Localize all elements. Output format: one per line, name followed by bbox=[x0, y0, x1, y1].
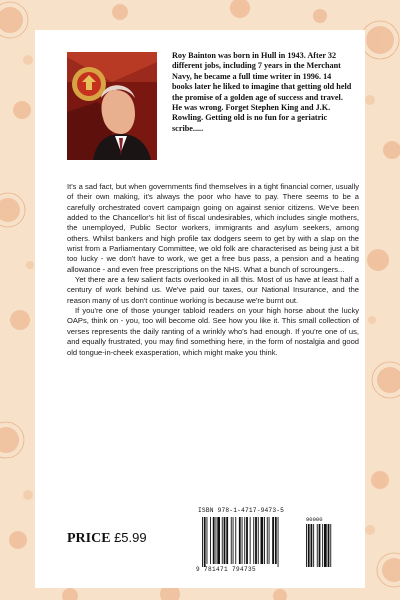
barcode-bar bbox=[246, 517, 248, 564]
addon-bar bbox=[328, 524, 330, 567]
isbn-number: ISBN 978-1-4717-9473-5 bbox=[198, 507, 285, 514]
author-photo bbox=[67, 52, 157, 160]
barcode-bar bbox=[261, 517, 264, 564]
barcode-bar bbox=[226, 517, 228, 564]
addon-bar bbox=[324, 524, 327, 567]
addon-price-code: 90000 bbox=[306, 516, 323, 523]
addon-bar bbox=[308, 524, 310, 567]
addon-bar bbox=[322, 524, 323, 567]
ean-number: 9 781471 794735 bbox=[196, 566, 257, 573]
barcode-bar bbox=[213, 517, 215, 564]
blurb-paragraph-2: Yet there are a few salient facts overlooked in all this. Most of us have at least half a century of work behind us. We've paid our taxes, our National Insurance, and the reason many of us don't continue working is because we're burnt out. bbox=[67, 275, 359, 305]
barcode-bar bbox=[231, 517, 232, 564]
barcode-bar bbox=[253, 517, 254, 564]
author-bio: Roy Bainton was born in Hull in 1943. After 32 different jobs, including 7 years in the Merchant Navy, he became a full time writer in 1996. 14 books later he liked to imagine that getting old held the promise of a golden age of success and travel. He was wrong. Forget Stephen King and J.K. Rowling. Getting old is no fun for a geriatric scribe..... bbox=[172, 51, 352, 133]
barcode-bar bbox=[267, 517, 268, 564]
isbn-barcode bbox=[194, 499, 340, 578]
addon-bar bbox=[306, 524, 307, 567]
barcode-bar bbox=[222, 517, 223, 564]
barcode-bar bbox=[204, 517, 206, 567]
barcode-bar bbox=[244, 517, 245, 564]
barcode-bar bbox=[255, 517, 257, 564]
price-label: PRICE bbox=[67, 531, 111, 546]
barcode-bar bbox=[217, 517, 220, 564]
barcode-bar bbox=[264, 517, 265, 564]
addon-bar bbox=[319, 524, 321, 567]
barcode-bar bbox=[250, 517, 251, 564]
price-amount: £5.99 bbox=[114, 530, 147, 545]
barcode-bar bbox=[275, 517, 277, 564]
barcode-bar bbox=[278, 517, 279, 567]
addon-bar bbox=[313, 524, 314, 567]
blurb-paragraph-3: If you're one of those younger tabloid readers on your high horse about the lucky OAPs, think on - you, too will become old. See how you like it. This small collection of verses represents the daily ranting of a wrinkly who's had enough. If you're one of us, and equally frustrated, you may find something here, in the form of nostalgia and good old tongue-in-cheek exasperation, which might make you think. bbox=[67, 306, 359, 357]
blurb-paragraph-1: It's a sad fact, but when governments find themselves in a tight financial corner, usually of their own making, it's always the poor who have to pay. There seems to be a carefully orchestrated covert campaign going on against senior citizens. We've been added to the Chancellor's hit list of fiscal undesirables, which includes single mothers, the unemployed, Public Sector workers, immigrants and asylum seekers, among others. Whilst bankers and high profile tax dodgers seem to get by with a slap on the wrist from a Parliamentary Committee, we old folk are characterised as being just a bit too lucky - we don't have to work, we get a free bus pass, a pension and a heating allowance - and even free prescriptions on the NHS. What a bunch of scroungers... bbox=[67, 182, 359, 274]
barcode-bar bbox=[207, 517, 208, 564]
addon-bar bbox=[330, 524, 331, 567]
addon-bar bbox=[311, 524, 313, 567]
blurb bbox=[67, 182, 359, 358]
barcode-bar bbox=[235, 517, 236, 564]
barcode-bar bbox=[242, 517, 243, 564]
barcode-bar bbox=[258, 517, 259, 564]
barcode-bar bbox=[239, 517, 241, 564]
price bbox=[67, 530, 147, 547]
barcode-bar bbox=[272, 517, 274, 564]
barcode-bar bbox=[210, 517, 211, 564]
barcode-bar bbox=[216, 517, 217, 564]
barcode-bar bbox=[202, 517, 203, 567]
addon-bar bbox=[317, 524, 318, 567]
barcode-bar bbox=[233, 517, 234, 564]
barcode-bar bbox=[224, 517, 226, 564]
barcode-bar bbox=[269, 517, 270, 564]
